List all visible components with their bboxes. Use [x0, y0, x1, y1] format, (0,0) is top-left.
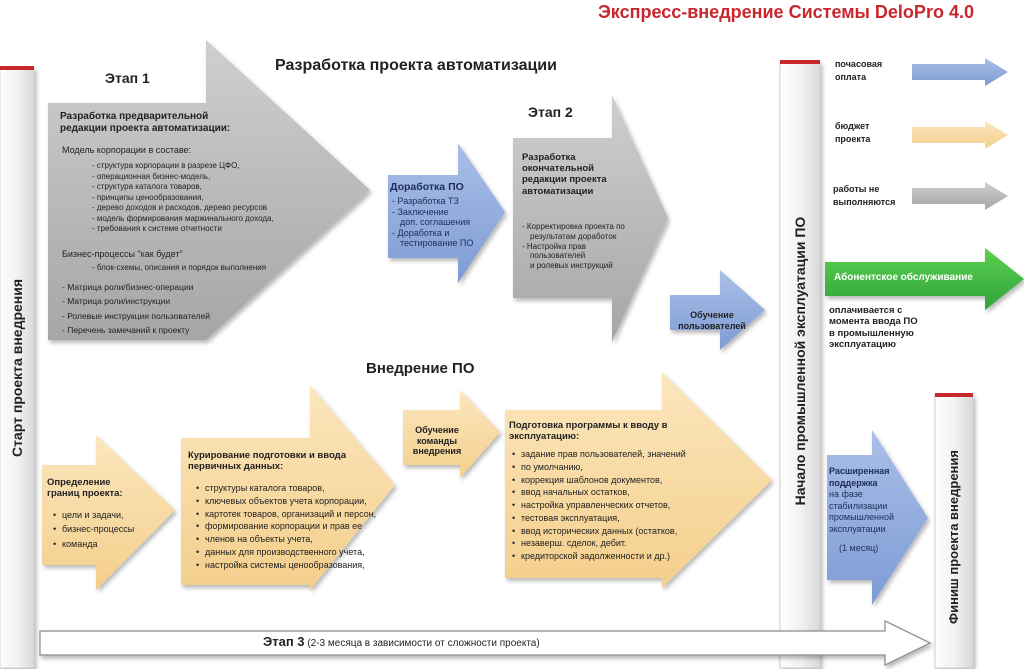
stage1-model-item: - структура каталога товаров,: [92, 182, 202, 192]
stage1-process: Бизнес-процессы "как будет": [62, 249, 183, 259]
prep-item: • задание прав пользователей, значений: [512, 448, 686, 461]
prep-item: • тестовая эксплуатация,: [512, 512, 686, 525]
stage1-model-item: - модель формирования маржинального дохода,: [92, 213, 274, 223]
support-text: [829, 466, 901, 555]
legend-budget-label: бюджет проекта: [835, 121, 871, 145]
curation-title: Курирование подготовки и ввода первичных данных:: [188, 450, 346, 473]
support-title: Расширенная поддержка: [829, 466, 890, 488]
support-line: промышленной: [829, 512, 894, 523]
legend-budget-arrow: [912, 121, 1008, 149]
refine-item: - Разработка ТЗ: [392, 196, 459, 206]
legend-hourly-label: почасовая оплата: [835, 59, 883, 83]
refine-title: Доработка ПО: [390, 181, 464, 193]
prep-item-cont: • незаверш. сделок, дебит.: [512, 537, 686, 550]
curation-item-cont: • членов на объекты учета,: [196, 533, 376, 546]
stage1-item: - Матрица роли/инструкции: [62, 296, 171, 307]
stage1-model-item: - структура корпорации в разрезе ЦФО,: [92, 161, 240, 170]
legend-hourly-arrow: [912, 58, 1008, 86]
stage1-items: [62, 280, 210, 338]
stage2-item: результатам доработок: [530, 231, 617, 241]
legend-notdone-arrow: [912, 182, 1008, 210]
stage1-model-item: - требования к системе отчетности: [92, 224, 222, 234]
stage2-title: Разработка окончательной редакции проекта автоматизации: [522, 152, 607, 197]
stage1-process-sub: - блок-схемы, описания и порядок выполнения: [92, 263, 267, 272]
stage1-label: Этап 1: [105, 70, 150, 86]
stage3-desc: (2-3 месяца в зависимости от сложности проекта): [307, 638, 540, 649]
prep-item: • коррекция шаблонов документов,: [512, 474, 686, 487]
curation-item: • настройка системы ценообразования,: [196, 559, 376, 572]
stage1-model-item: - дерево доходов и расходов, дерево ресурсов: [92, 203, 268, 213]
refine-item: - Доработка и: [392, 227, 450, 238]
stage1-model-item: - принципы ценообразования,: [92, 192, 204, 202]
stage2-arrow: [513, 95, 668, 342]
boundaries-title: Определение границ проекта:: [47, 477, 123, 500]
stage1-title: Разработка предварительной редакции проекта автоматизации:: [60, 111, 231, 134]
prep-item: • ввод исторических данных (остатков,: [512, 525, 686, 538]
stage3-text: [263, 634, 540, 650]
stage1-item: - Матрица роли/бизнес-операции: [62, 282, 194, 292]
stage2-item: и ролевых инструкций: [530, 261, 613, 270]
support-line: на фазе: [829, 489, 863, 500]
support-duration: (1 месяц): [839, 543, 879, 554]
page-title: Экспресс-внедрение Системы DeloPro 4.0: [598, 2, 974, 22]
refine-items: [392, 196, 473, 249]
prep-list: [512, 448, 686, 563]
prep-item: • настройка управленческих отчетов,: [512, 499, 686, 512]
stage1-item: - Перечень замечаний к проекту: [62, 325, 190, 336]
stage2-item: - Настройка прав: [522, 241, 586, 251]
stage2-label: Этап 2: [528, 104, 573, 120]
support-line: эксплуатации: [829, 523, 886, 534]
stage2-item: - Корректировка проекта по: [522, 222, 625, 231]
stage1-item: - Ролевые инструкции пользователей: [62, 310, 211, 321]
team-training-label: Обучение команды внедрения: [412, 425, 462, 457]
stage3-label: Этап 3: [263, 634, 305, 649]
refine-item: доп. соглашения: [400, 217, 471, 228]
curation-item: • картотек товаров, организаций и персон,: [196, 508, 376, 521]
curation-item: • структуры каталога товаров,: [196, 482, 376, 495]
users-training-label: Обучение пользователей: [678, 310, 746, 331]
prep-item: • кредиторской задолженности и др.): [512, 550, 686, 563]
support-line: стабилизации: [829, 500, 888, 511]
section-dev-heading: Разработка проекта автоматизации: [275, 57, 557, 74]
boundaries-list: [53, 508, 134, 551]
operation-label: Начало промышленной эксплуатации ПО: [792, 216, 808, 506]
curation-item: • формирование корпорации и прав ее: [196, 520, 376, 533]
stage1-model-item: - операционная бизнес-модель,: [92, 171, 211, 181]
prep-item-cont: • по умолчанию,: [512, 461, 686, 474]
section-impl-heading: Внедрение ПО: [366, 360, 475, 377]
finish-label: Финиш проекта внедрения: [946, 450, 961, 624]
curation-list: [196, 482, 376, 571]
stage2-item: пользователей: [530, 251, 586, 261]
legend-paid-label: оплачивается с момента ввода ПО в промышленную эксплуатацию: [829, 305, 918, 351]
stage1-model: Модель корпорации в составе:: [62, 145, 192, 155]
curation-item: • ключевых объектов учета корпорации,: [196, 495, 376, 508]
start-label: Старт проекта внедрения: [9, 278, 25, 458]
refine-item: тестирование ПО: [400, 238, 474, 249]
subscription-label: Абонентское обслуживание: [834, 272, 973, 283]
prep-item: • ввод начальных остатков,: [512, 486, 686, 499]
boundaries-item: • бизнес-процессы: [53, 522, 134, 536]
prep-title: Подготовка программы к вводу в эксплуатацию:: [509, 420, 668, 443]
boundaries-item: • цели и задачи,: [53, 508, 134, 522]
curation-item: • данных для производственного учета,: [196, 546, 376, 559]
legend-notdone-label: работы не выполняются: [833, 184, 896, 208]
refine-item: - Заключение: [392, 206, 449, 217]
stage1-model-list: [92, 161, 274, 235]
boundaries-item: • команда: [53, 537, 134, 551]
stage2-items: [522, 222, 625, 271]
